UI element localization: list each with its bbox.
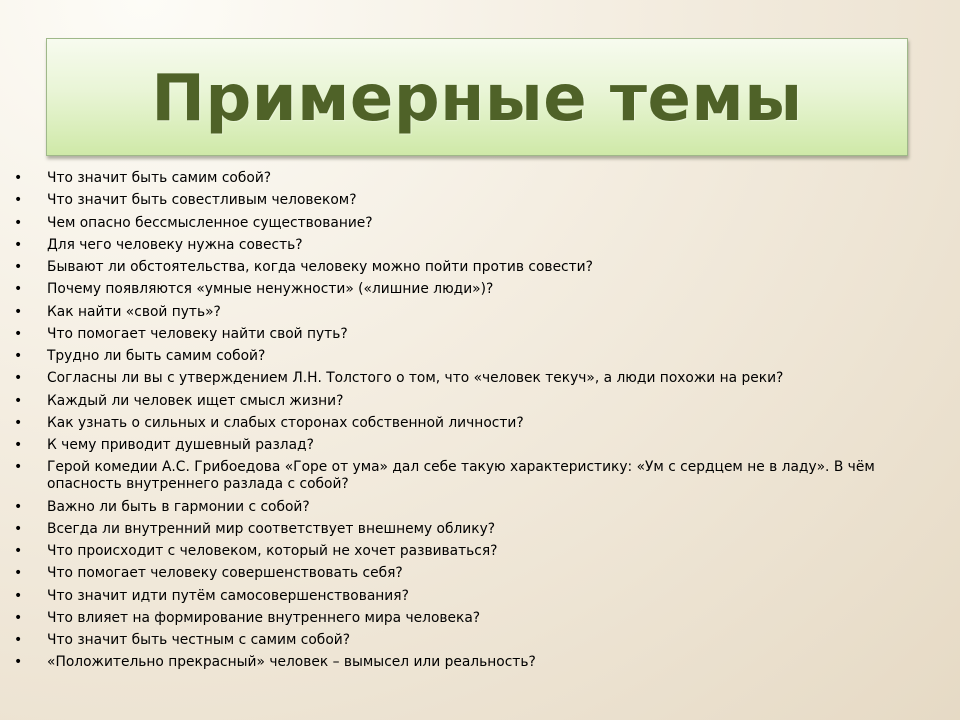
bullet-icon: •: [14, 587, 23, 604]
list-item: [14, 588, 944, 605]
topic-text: «Положительно прекрасный» человек – вымысел или реальность?: [47, 654, 536, 671]
bullet-icon: •: [14, 632, 23, 648]
bullet-icon: •: [14, 236, 23, 253]
bullet-icon: •: [14, 281, 23, 298]
list-item: [14, 259, 944, 276]
topic-text: Что значит быть самим собой?: [47, 170, 272, 186]
topic-text: Всегда ли внутренний мир соответствует внешнему облику?: [47, 520, 496, 537]
bullet-icon: •: [14, 437, 23, 453]
topic-text: Что значит идти путём самосовершенствования?: [47, 587, 409, 604]
list-item: [14, 610, 944, 627]
topic-text: Трудно ли быть самим собой?: [47, 348, 266, 364]
topic-text: Для чего человеку нужна совесть?: [47, 236, 303, 253]
list-item: [14, 215, 944, 232]
bullet-icon: •: [14, 654, 23, 671]
topic-text: Герой комедии А.С. Грибоедова «Горе от ума» дал себе такую характеристику: «Ум с сердцем не в ладу». В чём опасность внутреннего разлада с собой?: [47, 459, 875, 493]
bullet-icon: •: [14, 192, 23, 209]
list-item: [14, 415, 944, 432]
bullet-icon: •: [14, 543, 23, 559]
bullet-icon: •: [14, 520, 23, 537]
topic-text: Что происходит с человеком, который не хочет развиваться?: [47, 543, 498, 559]
list-item: [14, 326, 944, 343]
list-item: [14, 237, 944, 254]
list-item: [14, 304, 944, 321]
list-item: [14, 654, 944, 671]
bullet-icon: •: [14, 259, 23, 275]
list-item: [14, 565, 944, 582]
topic-text: Почему появляются «умные ненужности» («лишние люди»)?: [47, 281, 494, 298]
bullet-icon: •: [14, 303, 23, 320]
bullet-icon: •: [14, 325, 23, 342]
list-item: [14, 437, 944, 454]
bullet-icon: •: [14, 565, 23, 582]
topic-text: Что влияет на формирование внутреннего мира человека?: [47, 609, 481, 626]
bullet-icon: •: [14, 459, 23, 476]
slide-title: Примерные темы: [151, 62, 803, 136]
list-item: [14, 281, 944, 298]
list-item: [14, 170, 944, 187]
list-item: [14, 348, 944, 365]
title-box: [46, 38, 908, 156]
topic-text: Важно ли быть в гармонии с собой?: [47, 498, 310, 515]
topic-text: Как найти «свой путь»?: [47, 303, 221, 320]
bullet-icon: •: [14, 392, 23, 409]
bullet-icon: •: [14, 498, 23, 515]
list-item: [14, 459, 944, 493]
list-item: [14, 370, 944, 387]
list-item: [14, 543, 944, 560]
list-item: [14, 192, 944, 209]
topic-text: Чем опасно бессмысленное существование?: [47, 214, 373, 231]
list-item: [14, 632, 944, 649]
topic-text: Что помогает человеку найти свой путь?: [47, 325, 348, 342]
list-item: [14, 393, 944, 410]
list-item: [14, 499, 944, 516]
topic-text: Бывают ли обстоятельства, когда человеку можно пойти против совести?: [47, 259, 593, 275]
bullet-icon: •: [14, 609, 23, 626]
topic-text: Как узнать о сильных и слабых сторонах собственной личности?: [47, 414, 524, 431]
topic-text: Что значит быть совестливым человеком?: [47, 192, 357, 209]
topic-list: [14, 170, 944, 677]
bullet-icon: •: [14, 348, 23, 364]
topic-text: К чему приводит душевный разлад?: [47, 437, 314, 453]
topic-text: Что помогает человеку совершенствовать себя?: [47, 565, 403, 582]
topic-text: Что значит быть честным с самим собой?: [47, 632, 351, 648]
bullet-icon: •: [14, 214, 23, 231]
list-item: [14, 521, 944, 538]
bullet-icon: •: [14, 370, 23, 387]
topic-text: Согласны ли вы с утверждением Л.Н. Толстого о том, что «человек текуч», а люди похожи на реки?: [47, 370, 784, 387]
bullet-icon: •: [14, 414, 23, 431]
bullet-icon: •: [14, 170, 23, 186]
topic-text: Каждый ли человек ищет смысл жизни?: [47, 392, 344, 409]
